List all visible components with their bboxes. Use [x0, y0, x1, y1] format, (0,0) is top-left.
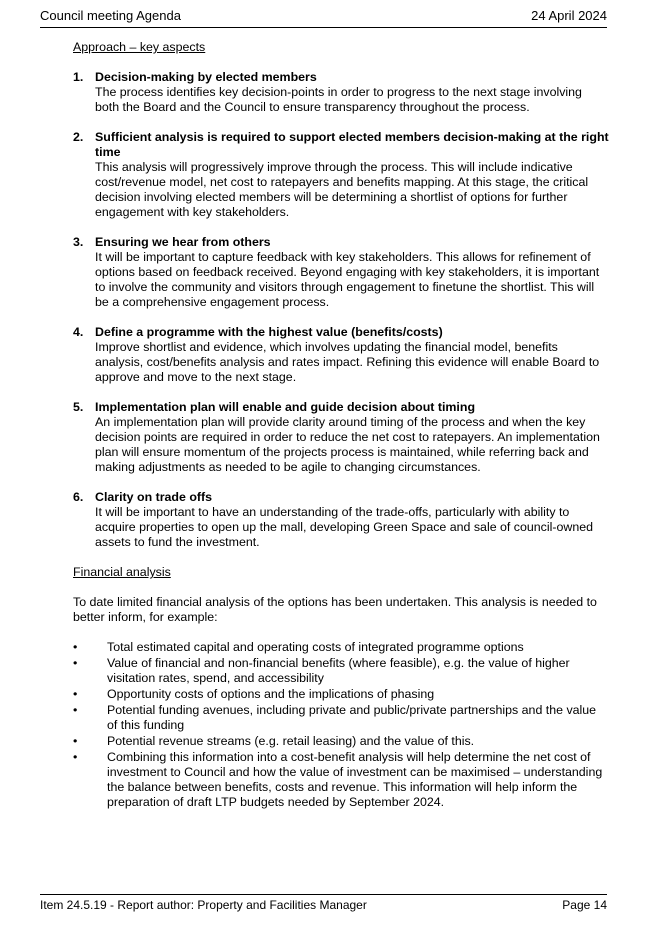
item-description: The process identifies key decision-points in order to progress to the next stage involving both the Board and the Council to ensure transparency throughout the process. — [95, 85, 582, 114]
main-content — [73, 40, 609, 811]
bullet-item — [73, 703, 609, 733]
item-title: Define a programme with the highest value (benefits/costs) — [95, 325, 443, 339]
approach-list — [73, 70, 609, 550]
approach-item — [73, 490, 609, 550]
item-description: Improve shortlist and evidence, which involves updating the financial model, benefits analysis, cost/benefits analysis and rates impact. Refining this evidence will enable Board to approve and move to the next stage. — [95, 340, 600, 384]
item-number: 4. — [73, 325, 84, 339]
bullet-item — [73, 687, 609, 702]
financial-intro: To date limited financial analysis of the options has been undertaken. This analysis is needed to better inform, for example: — [73, 595, 597, 624]
item-title: Sufficient analysis is required to support elected members decision-making at the right time — [95, 130, 609, 159]
item-number: 1. — [73, 70, 84, 84]
item-description: It will be important to capture feedback with key stakeholders. This allows for refinement of options based on feedback received. Beyond engaging with key stakeholders, it is important to involve the community and visitors through engagement to finetune the shortlist. This will be a comprehensive engagement process. — [95, 250, 600, 309]
header-date: 24 April 2024 — [531, 8, 607, 23]
item-number: 5. — [73, 400, 84, 414]
financial-bullet-list — [73, 640, 609, 810]
approach-item — [73, 235, 609, 310]
approach-item — [73, 70, 609, 115]
bullet-icon: • — [73, 640, 78, 654]
financial-heading: Financial analysis — [73, 565, 171, 579]
footer-page-number: Page 14 — [562, 898, 607, 912]
item-description: An implementation plan will provide clarity around timing of the process and when the key decision points are required in order to reduce the net cost to ratepayers. An implementation plan will ensure momentum of the projects process is maintained, while referring back and making adjustments as needed to be agile to changing circumstances. — [95, 415, 600, 474]
bullet-item — [73, 656, 609, 686]
bullet-icon: • — [73, 734, 78, 748]
item-title: Ensuring we hear from others — [95, 235, 271, 249]
header-title: Council meeting Agenda — [40, 8, 181, 23]
bullet-icon: • — [73, 656, 78, 670]
approach-item — [73, 130, 609, 220]
footer-divider — [40, 894, 607, 895]
bullet-text: Total estimated capital and operating costs of integrated programme options — [107, 640, 524, 654]
header-divider — [40, 27, 607, 28]
bullet-icon: • — [73, 750, 78, 764]
footer-item-reference: Item 24.5.19 - Report author: Property and Facilities Manager — [40, 898, 367, 912]
page-footer — [40, 898, 607, 912]
item-number: 3. — [73, 235, 84, 249]
item-description: This analysis will progressively improve through the process. This will include indicative cost/revenue model, net cost to ratepayers and benefits mapping. At this stage, the critical decision involving elected members will be determining a shortlist of options for further engagement with key stakeholders. — [95, 160, 589, 219]
item-title: Clarity on trade offs — [95, 490, 213, 504]
bullet-item — [73, 734, 609, 749]
approach-item — [73, 400, 609, 475]
item-title: Implementation plan will enable and guide decision about timing — [95, 400, 476, 414]
bullet-text: Potential funding avenues, including private and public/private partnerships and the value of this funding — [107, 703, 597, 732]
bullet-text: Combining this information into a cost-benefit analysis will help determine the net cost of investment to Council and how the value of investment can be maximised – understanding the balance between benefits, costs and revenue. This information will help inform the preparation of draft LTP budgets needed by September 2024. — [107, 750, 603, 809]
bullet-item — [73, 750, 609, 810]
item-title: Decision-making by elected members — [95, 70, 317, 84]
bullet-text: Opportunity costs of options and the implications of phasing — [107, 687, 435, 701]
item-number: 2. — [73, 130, 84, 144]
approach-item — [73, 325, 609, 385]
bullet-text: Potential revenue streams (e.g. retail leasing) and the value of this. — [107, 734, 475, 748]
page-header — [40, 8, 607, 23]
bullet-icon: • — [73, 687, 78, 701]
bullet-text: Value of financial and non-financial benefits (where feasible), e.g. the value of higher visitation rates, spend, and accessibility — [107, 656, 570, 685]
bullet-icon: • — [73, 703, 78, 717]
item-number: 6. — [73, 490, 84, 504]
bullet-item — [73, 640, 609, 655]
approach-heading: Approach – key aspects — [73, 40, 206, 54]
item-description: It will be important to have an understanding of the trade-offs, particularly with ability to acquire properties to open up the mall, developing Green Space and sale of council-owned assets to fund the investment. — [95, 505, 594, 549]
